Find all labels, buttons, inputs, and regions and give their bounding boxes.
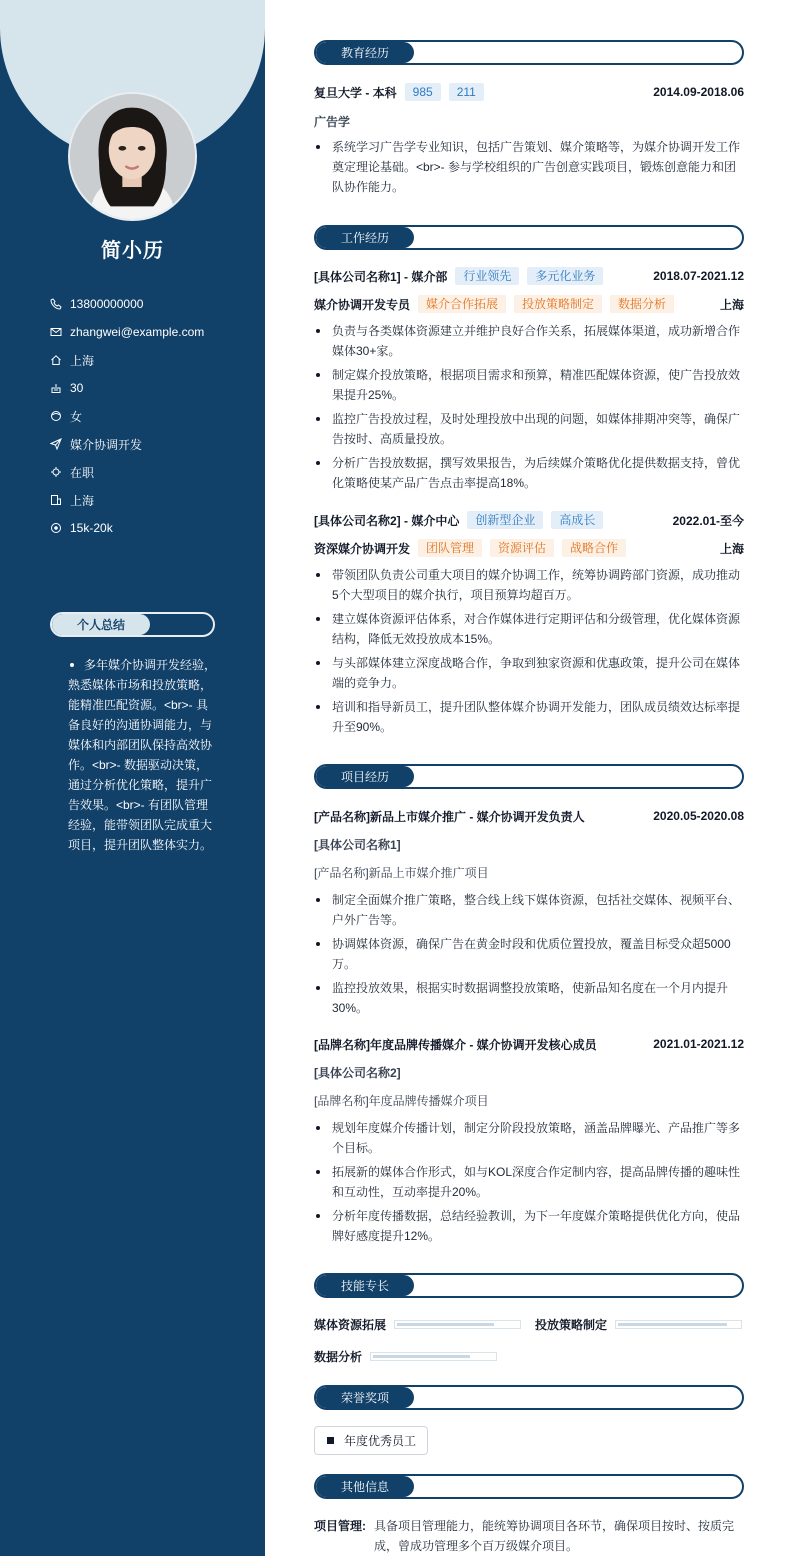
section-skills bbox=[314, 1273, 744, 1298]
contact-gender bbox=[50, 402, 250, 430]
summary-text: 多年媒介协调开发经验，熟悉媒体市场和投放策略，能精准匹配资源。<br>- 具备良好的沟通协调能力，与媒体和内部团队保持高效协作。<br>- 数据驱动决策，通过分析优化策略，提升广告效果。<br>- 有团队管理经验，能带领团队完成重大项目，提升团队整体实力。 bbox=[68, 658, 217, 852]
school-tag: 985 bbox=[405, 83, 441, 101]
company-tag: 高成长 bbox=[551, 511, 603, 529]
project-name: [品牌名称]年度品牌传播媒介项目 bbox=[314, 1094, 489, 1108]
work-date: 2018.07-2021.12 bbox=[653, 269, 744, 283]
list-item: 系统学习广告学专业知识，包括广告策划、媒介策略等，为媒介协调开发工作奠定理论基础。<br>- 参与学校组织的广告创意实践项目，锻炼创意能力和团队协作能力。 bbox=[314, 137, 744, 197]
list-item: 培训和指导新员工，提升团队整体媒介协调开发能力，团队成员绩效达标率提升至90%。 bbox=[314, 697, 744, 737]
list-item: 分析年度传播数据，总结经验教训，为下一年度媒介策略提供优化方向，使品牌好感度提升12%。 bbox=[314, 1206, 744, 1246]
company-tag: 多元化业务 bbox=[527, 267, 603, 285]
skill-tag: 媒介合作拓展 bbox=[418, 295, 506, 313]
skill-name: 投放策略制定 bbox=[535, 1318, 608, 1332]
list-item: 分析广告投放数据，撰写效果报告，为后续媒介策略优化提供数据支持，曾优化策略使某产品广告点击率提高18%。 bbox=[314, 453, 744, 493]
section-awards bbox=[314, 1385, 744, 1410]
list-item: 监控广告投放过程，及时处理投放中出现的问题，如媒体排期冲突等，确保广告按时、高质量投放。 bbox=[314, 409, 744, 449]
job-title: 媒介协调开发专员 bbox=[314, 297, 411, 312]
company-name: [具体公司名称1] - 媒介部 bbox=[314, 269, 448, 284]
home-icon bbox=[50, 354, 62, 366]
company-name: [具体公司名称2] - 媒介中心 bbox=[314, 513, 460, 528]
list-item: 制定全面媒介推广策略，整合线上线下媒体资源，包括社交媒体、视频平台、户外广告等。 bbox=[314, 890, 744, 930]
section-education bbox=[314, 40, 744, 65]
contact-position bbox=[50, 430, 250, 458]
skill-name: 媒体资源拓展 bbox=[314, 1318, 387, 1332]
company-tag: 创新型企业 bbox=[467, 511, 543, 529]
section-title: 项目经历 bbox=[316, 766, 414, 787]
education-header bbox=[314, 82, 744, 102]
project-2-header bbox=[314, 1034, 744, 1054]
list-item: 监控投放效果，根据实时数据调整投放策略，使新品知名度在一个月内提升30%。 bbox=[314, 978, 744, 1018]
skill-tag: 团队管理 bbox=[418, 539, 482, 557]
candidate-name: 简小历 bbox=[101, 240, 164, 262]
phone-icon bbox=[50, 298, 62, 310]
school-name: 复旦大学 - 本科 bbox=[314, 85, 397, 100]
bullet-dot bbox=[70, 663, 74, 667]
list-item: 拓展新的媒体合作形式，如与KOL深度合作定制内容，提高品牌传播的趣味性和互动性，互动率提升20%。 bbox=[314, 1162, 744, 1202]
skill-tag: 战略合作 bbox=[562, 539, 626, 557]
work-date: 2022.01-至今 bbox=[672, 513, 744, 528]
school-tag: 211 bbox=[449, 83, 484, 101]
project-1-header bbox=[314, 806, 744, 826]
mail-icon bbox=[50, 326, 62, 338]
award-bullet-icon bbox=[327, 1437, 334, 1444]
contact-salary bbox=[50, 514, 250, 542]
contact-text: 15k-20k bbox=[70, 521, 113, 535]
contact-text: 媒介协调开发 bbox=[70, 437, 143, 452]
contact-text: 上海 bbox=[70, 353, 95, 368]
contact-list bbox=[50, 290, 250, 542]
work-city: 上海 bbox=[719, 297, 744, 312]
section-work bbox=[314, 225, 744, 250]
work-1-header bbox=[314, 266, 744, 286]
contact-status bbox=[50, 458, 250, 486]
work-2-bullets bbox=[314, 565, 744, 741]
project-title: [品牌名称]年度品牌传播媒介 - 媒介协调开发核心成员 bbox=[314, 1037, 597, 1052]
contact-text: 在职 bbox=[70, 465, 95, 480]
other-info bbox=[314, 1516, 744, 1556]
salary-icon bbox=[50, 522, 62, 534]
summary-title: 个人总结 bbox=[52, 614, 150, 635]
gender-icon bbox=[50, 410, 62, 422]
section-title: 荣誉奖项 bbox=[316, 1387, 414, 1408]
skill-bar bbox=[394, 1320, 521, 1329]
skill-tag: 资源评估 bbox=[490, 539, 554, 557]
contact-text: 13800000000 bbox=[70, 297, 144, 311]
list-item: 与头部媒体建立深度战略合作，争取到独家资源和优惠政策，提升公司在媒体端的竞争力。 bbox=[314, 653, 744, 693]
skill-name: 数据分析 bbox=[314, 1350, 363, 1364]
contact-email bbox=[50, 318, 250, 346]
award-badge bbox=[314, 1426, 428, 1455]
major: 广告学 bbox=[314, 115, 351, 129]
skill-item bbox=[535, 1316, 742, 1333]
list-item: 带领团队负责公司重大项目的媒介协调工作，统筹协调跨部门资源，成功推动5个大型项目的媒介执行，项目预算均超百万。 bbox=[314, 565, 744, 605]
avatar-image bbox=[70, 94, 195, 219]
section-projects bbox=[314, 764, 744, 789]
project-name: [产品名称]新品上市媒介推广项目 bbox=[314, 866, 489, 880]
project-1-bullets bbox=[314, 890, 744, 1022]
project-company: [具体公司名称2] bbox=[314, 1066, 401, 1080]
job-title: 资深媒介协调开发 bbox=[314, 541, 411, 556]
list-item: 制定媒介投放策略，根据项目需求和预算，精准匹配媒体资源，使广告投放效果提升25%。 bbox=[314, 365, 744, 405]
contact-home bbox=[50, 346, 250, 374]
section-title: 技能专长 bbox=[316, 1275, 414, 1296]
skill-bar bbox=[615, 1320, 742, 1329]
project-company: [具体公司名称1] bbox=[314, 838, 401, 852]
skill-bar bbox=[370, 1352, 497, 1361]
contact-text: 女 bbox=[70, 409, 83, 424]
work-2-header bbox=[314, 510, 744, 530]
contact-text: 上海 bbox=[70, 493, 95, 508]
other-text: 具备项目管理能力，能统筹协调项目各环节，确保项目按时、按质完成，曾成功管理多个百万级媒介项目。 bbox=[374, 1519, 735, 1553]
contact-age bbox=[50, 374, 250, 402]
list-item: 规划年度媒介传播计划，制定分阶段投放策略，涵盖品牌曝光、产品推广等多个目标。 bbox=[314, 1118, 744, 1158]
contact-phone bbox=[50, 290, 250, 318]
list-item: 建立媒体资源评估体系，对合作媒体进行定期评估和分级管理，优化媒体资源结构，降低无效投放成本15%。 bbox=[314, 609, 744, 649]
other-label: 项目管理: bbox=[314, 1519, 366, 1533]
project-2-bullets bbox=[314, 1118, 744, 1250]
building-icon bbox=[50, 494, 62, 506]
project-title: [产品名称]新品上市媒介推广 - 媒介协调开发负责人 bbox=[314, 809, 585, 824]
summary-body bbox=[68, 655, 216, 855]
list-item: 负责与各类媒体资源建立并维护良好合作关系，拓展媒体渠道，成功新增合作媒体30+家。 bbox=[314, 321, 744, 361]
section-title: 教育经历 bbox=[316, 42, 414, 63]
education-bullets bbox=[314, 137, 744, 201]
summary-header bbox=[50, 612, 215, 637]
avatar bbox=[68, 92, 197, 221]
contact-city bbox=[50, 486, 250, 514]
work-1-role bbox=[314, 294, 744, 314]
age-icon bbox=[50, 382, 62, 394]
list-item: 协调媒体资源，确保广告在黄金时段和优质位置投放，覆盖目标受众超5000万。 bbox=[314, 934, 744, 974]
project-date: 2020.05-2020.08 bbox=[653, 809, 744, 823]
work-2-role bbox=[314, 538, 744, 558]
send-icon bbox=[50, 438, 62, 450]
contact-text: 30 bbox=[70, 381, 84, 395]
section-title: 工作经历 bbox=[316, 227, 414, 248]
project-date: 2021.01-2021.12 bbox=[653, 1037, 744, 1051]
skill-item bbox=[314, 1316, 521, 1333]
work-1-bullets bbox=[314, 321, 744, 497]
section-other bbox=[314, 1474, 744, 1499]
skill-level bbox=[618, 1323, 727, 1326]
sidebar bbox=[0, 0, 265, 1556]
section-title: 其他信息 bbox=[316, 1476, 414, 1497]
contact-text: zhangwei@example.com bbox=[70, 325, 205, 339]
skill-item bbox=[314, 1348, 497, 1365]
education-date: 2014.09-2018.06 bbox=[653, 85, 744, 99]
skill-tag: 数据分析 bbox=[610, 295, 674, 313]
skill-level bbox=[397, 1323, 494, 1326]
skill-level bbox=[373, 1355, 470, 1358]
status-icon bbox=[50, 466, 62, 478]
award-name: 年度优秀员工 bbox=[344, 1434, 417, 1448]
work-city: 上海 bbox=[719, 541, 744, 556]
skill-tag: 投放策略制定 bbox=[514, 295, 602, 313]
company-tag: 行业领先 bbox=[455, 267, 519, 285]
